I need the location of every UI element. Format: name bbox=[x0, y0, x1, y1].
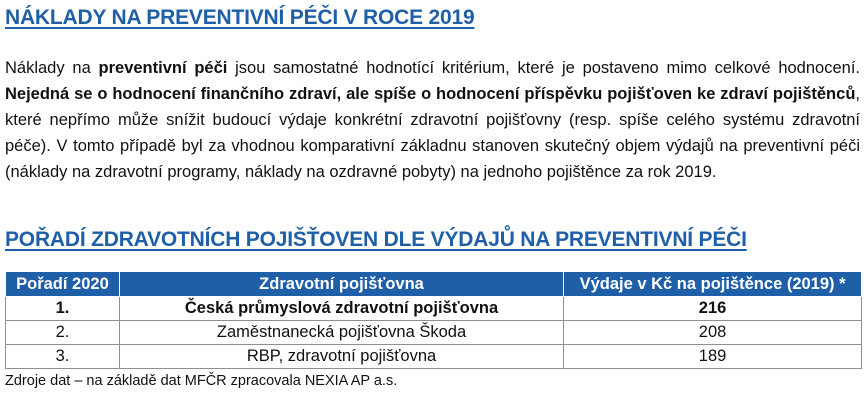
section-title-ranking: POŘADÍ ZDRAVOTNÍCH POJIŠŤOVEN DLE VÝDAJŮ NA PREVENTIVNÍ PÉČI bbox=[5, 228, 747, 251]
paragraph-bold-preventive-care: preventivní péči bbox=[98, 59, 228, 77]
paragraph-text-3: , které nepřímo může snížit budoucí výdaje konkrétní zdravotní pojišťovny (resp. spíše celého systému zdravotní péče). V tomto případě byl za vhodnou komparativní základnu stanoven skutečný objem výdajů na preventivní péči (náklady na zdravotní programy, náklady na ozdravné pobyty) na jednoho pojištěnce za rok 2019. bbox=[5, 85, 860, 181]
rank-cell: 2. bbox=[6, 321, 120, 345]
expenses-cell: 189 bbox=[564, 345, 862, 369]
rank-cell: 3. bbox=[6, 345, 120, 369]
column-header-insurer: Zdravotní pojišťovna bbox=[119, 272, 563, 297]
column-header-rank: Pořadí 2020 bbox=[6, 272, 120, 297]
expenses-cell: 208 bbox=[564, 321, 862, 345]
expenses-cell: 216 bbox=[564, 297, 862, 321]
column-header-expenses: Výdaje v Kč na pojištěnce (2019) * bbox=[564, 272, 862, 297]
table-row bbox=[6, 297, 862, 321]
paragraph-text-1: Náklady na bbox=[5, 59, 99, 77]
paragraph-bold-evaluation: Nejedná se o hodnocení finančního zdraví, ale spíše o hodnocení příspěvku pojišťoven ke zdraví pojištěnců bbox=[5, 85, 856, 103]
table-header-row bbox=[6, 272, 862, 297]
data-source-note: Zdroje dat – na základě dat MFČR zpracovala NEXIA AP a.s. bbox=[5, 373, 398, 389]
insurer-cell: RBP, zdravotní pojišťovna bbox=[119, 345, 563, 369]
insurer-cell: Zaměstnanecká pojišťovna Škoda bbox=[119, 321, 563, 345]
table-row bbox=[6, 321, 862, 345]
intro-paragraph bbox=[5, 55, 860, 185]
rank-cell: 1. bbox=[6, 297, 120, 321]
insurer-cell: Česká průmyslová zdravotní pojišťovna bbox=[119, 297, 563, 321]
section-title-costs: NÁKLADY NA PREVENTIVNÍ PÉČI V ROCE 2019 bbox=[5, 6, 475, 29]
ranking-table bbox=[5, 271, 862, 369]
paragraph-text-2: jsou samostatné hodnotící kritérium, které je postaveno mimo celkové hodnocení. bbox=[227, 59, 860, 77]
table-row bbox=[6, 345, 862, 369]
